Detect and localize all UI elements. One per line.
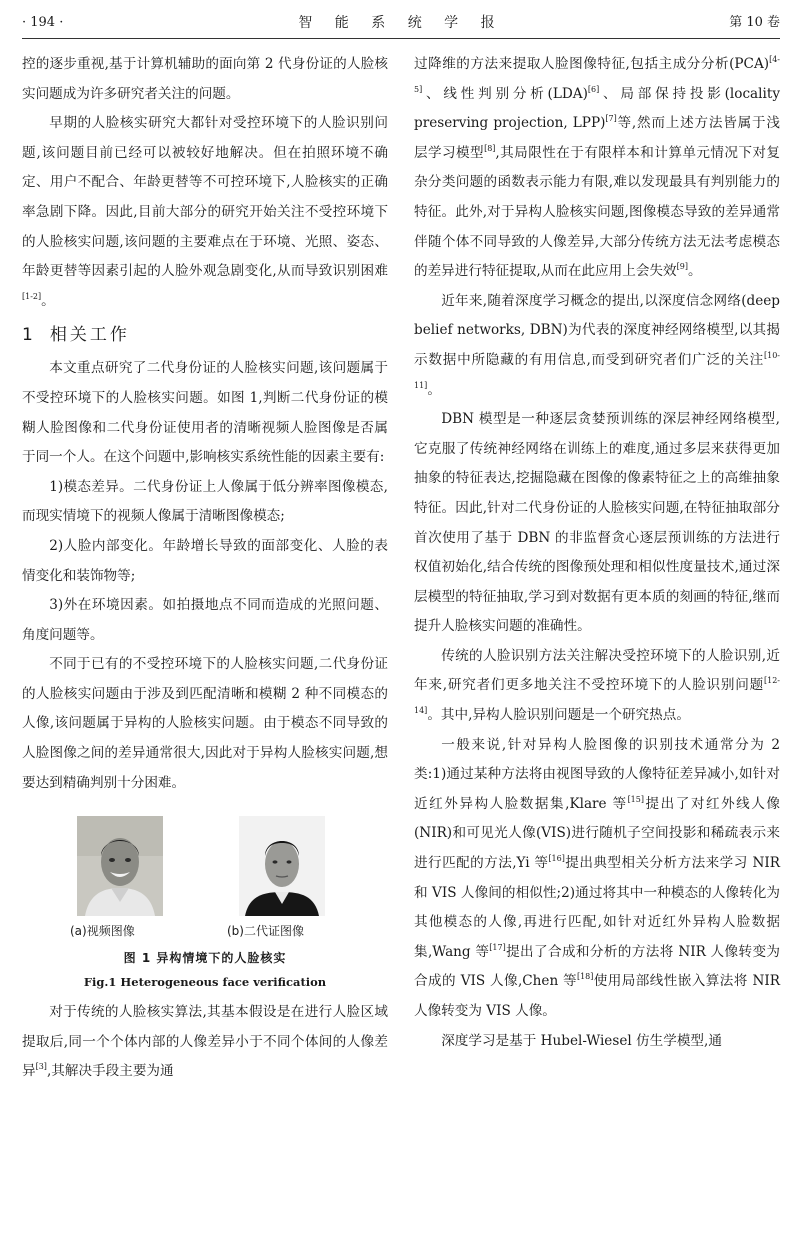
paragraph: 过降维的方法来提取人脸图像特征,包括主成分分析(PCA)[4-5]、线性判别分析(LDA)[6]、局部保持投影(locality preserving projection, LPP)[7]等,然而上述方法皆属于浅层学习模型[8],其局限性在于有限样本和计算单元情况下对复杂分类问题的函数表示能力有限,难以发现最具有判别能力的特征。此外,对于异构人脸核实问题,图像模态导致的差异通常伴随个体不同导致的人像差异,大部分传统方法无法考虑模态的差异进行特征提取,从而在此应用上会失效[9]。 [414,55,781,280]
citation: [16] [548,854,565,864]
citation: [6] [587,84,600,94]
paragraph: 一般来说,针对异构人脸图像的识别技术通常分为 2 类:1)通过某种方法将由视图导致的人像特征差异减小,如针对近红外异构人脸数据集,Klare 等[15]提出了对红外线人像(NIR)和可见光人像(VIS)进行随机子空间投影和稀疏表示来进行匹配的方法,Yi 等[16]提出典型相关分析方法来学习 NIR 和 VIS 人像间的相似性;2)通过将其中一种模态的人像转化为其他模态的人像,再进行匹配,如针对近红外异构人脸数据集,Wang 等[17]提出了合成和分析的方法将 NIR 人像转变为合成的 VIS 人像,Chen 等[18]使用局部线性嵌入算法将 NIR 人像转变为 VIS 人像。 [414,736,781,1019]
citation: [18] [576,972,594,982]
subcaption-b: (b)二代证图像 [227,924,304,939]
paragraph: 控的逐步重视,基于计算机辅助的面向第 2 代身份证的人脸核实问题成为许多研究者关注的问题。 [22,56,388,102]
paragraph: 深度学习是基于 Hubel-Wiesel 仿生学模型,通 [441,1032,722,1049]
list-item: 2)人脸内部变化。年龄增长导致的面部变化、人脸的表情变化和装饰物等; [22,537,388,584]
id-card-face-photo [239,816,325,916]
paragraph: 传统的人脸识别方法关注解决受控环境下的人脸识别,近年来,研究者们更多地关注不受控环境下的人脸识别问题[12-14]。其中,异构人脸识别问题是一个研究热点。 [414,647,780,724]
right-column [414,50,780,1056]
citation: [3] [35,1062,47,1072]
paragraph: DBN 模型是一种逐层贪婪预训练的深层神经网络模型,它克服了传统神经网络在训练上的难度,通过多层来获得更加抽象的特征表达,挖掘隐藏在图像的像素特征之上的高维抽象特征。因此,针对二代身份证的人脸核实问题,在特征抽取部分首次使用了基于 DBN 的非监督贪心逐层预训练的方法进行权值初始化,结合传统的图像预处理和相似性度量技术,通过深层模型的特征抽取,学习到对数据有更本质的刻画的特征,继而提升人脸核实问题的准确性。 [414,411,780,635]
list-item: 1)模态差异。二代身份证上人像属于低分辨率图像模态,而现实情境下的视频人像属于清晰图像模态; [22,478,388,525]
page-number: · 194 · [22,15,64,30]
citation: [15] [627,794,644,804]
header-rule [22,38,780,39]
citation: [8] [484,143,496,153]
volume-label: 第 10 卷 [729,15,780,30]
citation: [10-11] [414,350,780,390]
section-title: 相关工作 [49,325,130,346]
citation: [9] [676,262,688,272]
section-heading [22,316,388,354]
citation: [7] [605,114,617,124]
journal-name: 智 能 系 统 学 报 [298,15,504,31]
figure-caption-cn: 图 1 异构情境下的人脸核实 [123,951,287,966]
citation: [1-2] [22,291,42,301]
paragraph: 本文重点研究了二代身份证的人脸核实问题,该问题属于不受控环境下的人脸核实问题。如图 1,判断二代身份证的模糊人脸图像和二代身份证使用者的清晰视频人脸图像是否属于同一个人。在这个问题中,影响核实系统性能的因素主要有: [22,360,388,466]
citation: [4-5] [414,55,780,94]
paragraph: 早期的人脸核实研究大都针对受控环境下的人脸识别问题,该问题目前已经可以被较好地解决。但在拍照环境不确定、用户不配合、年龄更替等不可控环境下,人脸核实的正确率急剧下降。因此,目前大部分的研究开始关注不受控环境下的人脸核实问题,该问题的主要难点在于环境、光照、姿态、年龄更替等因素引起的人脸外观急剧变化,从而导致识别困难[1-2]。 [22,115,388,309]
citation: [12-14] [414,676,780,716]
left-column [22,50,388,1087]
section-number: 1 [22,325,36,346]
list-item: 3)外在环境因素。如拍摄地点不同而造成的光照问题、角度问题等。 [22,597,388,643]
citation: [17] [489,942,506,952]
figure-caption-en: Fig.1 Heterogeneous face verification [83,975,327,990]
subcaption-a: (a)视频图像 [70,924,135,939]
running-header [22,10,780,36]
figure-subcaptions [22,916,388,946]
paragraph: 对于传统的人脸核实算法,其基本假设是在进行人脸区域提取后,同一个个体内部的人像差异小于不同个体间的人像差异[3],其解决手段主要为通 [22,1004,388,1080]
video-face-photo [77,816,163,916]
paragraph: 不同于已有的不受控环境下的人脸核实问题,二代身份证的人脸核实问题由于涉及到匹配清晰和模糊 2 种不同模态的人像,该问题属于异构的人脸核实问题。由于模态不同导致的人脸图像之间的差异通常很大,因此对于异构人脸核实问题,想要达到精确判别十分困难。 [22,656,388,791]
figure-1 [22,816,388,916]
paragraph: 近年来,随着深度学习概念的提出,以深度信念网络(deep belief networks, DBN)为代表的深度神经网络模型,以其揭示数据中所隐藏的有用信息,而受到研究者们广泛的关注[10-11]。 [414,292,780,398]
